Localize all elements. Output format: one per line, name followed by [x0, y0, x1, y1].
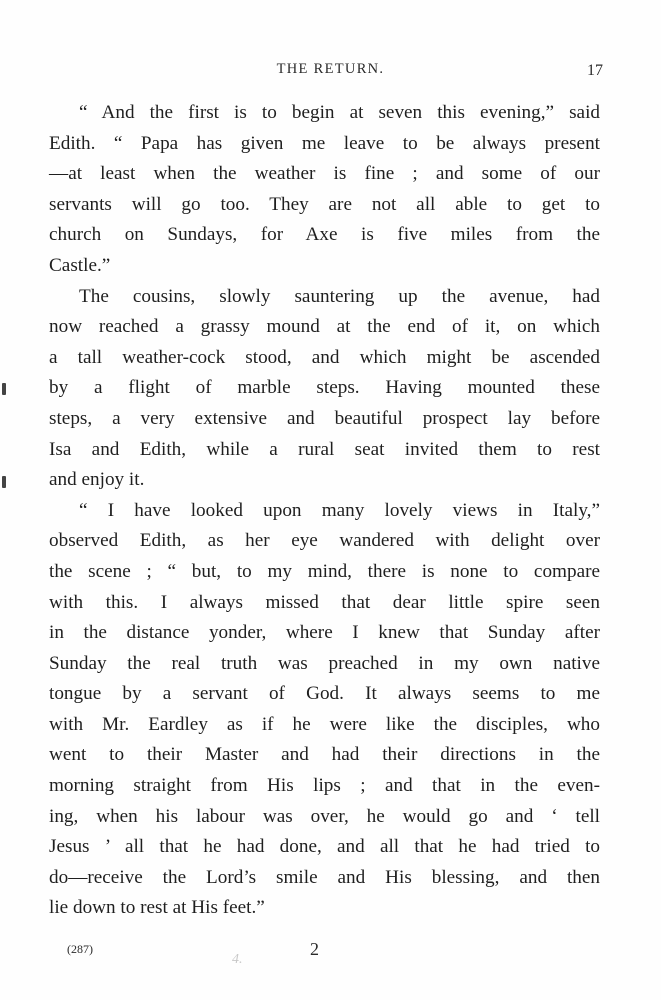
signature-number: 2	[310, 939, 319, 959]
text-line: Isa and Edith, while a rural seat invited them to rest	[49, 438, 600, 460]
pencil-annotation: 4.	[232, 952, 243, 967]
text-line: —at least when the weather is fine ; and some of our	[49, 163, 600, 185]
margin-mark	[2, 476, 6, 488]
running-title: THE RETURN.	[276, 61, 385, 77]
margin-mark	[2, 383, 6, 395]
text-line: and enjoy it.	[49, 469, 145, 491]
text-line: observed Edith, as her eye wandered with delight over	[49, 530, 600, 552]
text-line: steps, a very extensive and beautiful prospect lay before	[49, 407, 600, 429]
text-line: by a flight of marble steps. Having mounted these	[49, 377, 600, 399]
text-line: Castle.”	[49, 254, 111, 276]
text-line: in the distance yonder, where I knew that Sunday after	[49, 622, 600, 644]
text-line: tongue by a servant of God. It always seems to me	[49, 683, 600, 705]
text-line: church on Sundays, for Axe is five miles from the	[49, 224, 600, 246]
text-line: servants will go too. They are not all able to get to	[49, 193, 600, 215]
page-number: 17	[587, 62, 603, 79]
text-line: Sunday the real truth was preached in my own native	[49, 652, 600, 674]
text-line: lie down to rest at His feet.”	[49, 897, 265, 919]
text-line: ing, when his labour was over, he would go and ‘ tell	[49, 805, 600, 827]
text-line: The cousins, slowly sauntering up the avenue, had	[79, 285, 600, 307]
text-line: with Mr. Eardley as if he were like the disciples, who	[49, 713, 600, 735]
text-line: went to their Master and had their directions in the	[49, 744, 600, 766]
text-line: morning straight from His lips ; and that in the even-	[49, 775, 600, 797]
signature-mark: (287)	[67, 942, 93, 956]
text-line: Jesus ’ all that he had done, and all that he had tried to	[49, 836, 600, 858]
text-line: with this. I always missed that dear little spire seen	[49, 591, 600, 613]
text-line: “ And the first is to begin at seven this evening,” said	[79, 102, 600, 123]
text-line: do—receive the Lord’s smile and His blessing, and then	[49, 866, 600, 888]
text-line: “ I have looked upon many lovely views in Italy,”	[79, 499, 600, 521]
text-line: Edith. “ Papa has given me leave to be always present	[49, 132, 600, 154]
text-line: now reached a grassy mound at the end of it, on which	[49, 316, 600, 338]
text-line: the scene ; “ but, to my mind, there is none to compare	[49, 560, 600, 582]
text-line: a tall weather-cock stood, and which might be ascended	[49, 346, 600, 368]
body-text	[49, 98, 600, 924]
